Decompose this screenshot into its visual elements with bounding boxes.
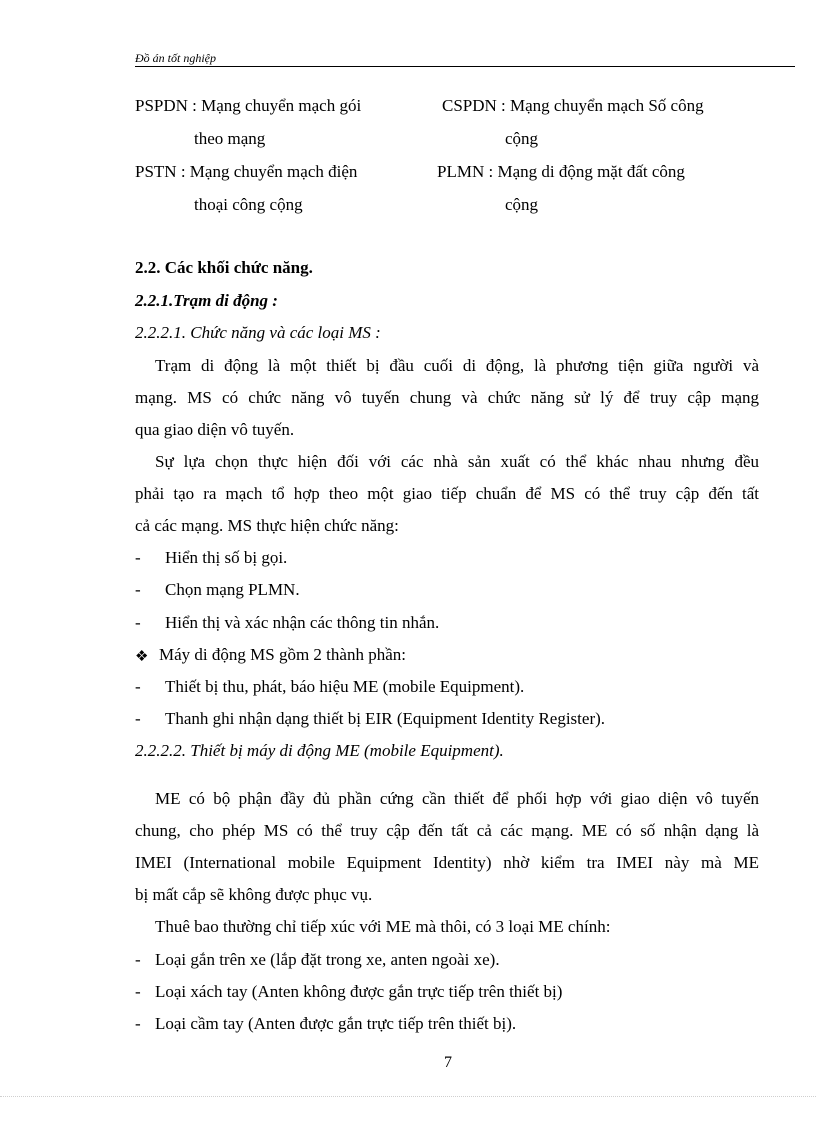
section-heading: 2.2. Các khối chức năng. xyxy=(135,258,313,277)
abbr-line2: cộng xyxy=(505,129,539,148)
abbr-pspdn xyxy=(135,89,465,155)
abbr-cspdn xyxy=(442,89,772,155)
list-item-text: Loại gắn trên xe (lắp đặt trong xe, anten ngoài xe). xyxy=(155,950,500,969)
para2-line2: phải tạo ra mạch tổ hợp theo một giao tiếp chuẩn để MS có thể truy cập đến tất xyxy=(135,484,759,503)
list-item-text: Hiển thị và xác nhận các thông tin nhắn. xyxy=(165,613,440,632)
para4: Thuê bao thường chỉ tiếp xúc với ME mà thôi, có 3 loại ME chính: xyxy=(155,917,611,936)
list-item-text: Loại xách tay (Anten không được gắn trực tiếp trên thiết bị) xyxy=(155,982,563,1001)
list-item-text: Hiển thị số bị gọi. xyxy=(165,548,288,567)
para1-line2: mạng. MS có chức năng vô tuyến chung và chức năng sử lý để truy cập mạng xyxy=(135,388,759,407)
footer-divider xyxy=(0,1096,816,1097)
para1-line3: qua giao diện vô tuyến. xyxy=(135,420,295,439)
abbr-pstn xyxy=(135,155,465,221)
abbr-line2: theo mạng xyxy=(194,129,266,148)
para2-line3: cả các mạng. MS thực hiện chức năng: xyxy=(135,516,399,535)
para3-line3: IMEI (International mobile Equipment Identity) nhờ kiểm tra IMEI này mà ME xyxy=(135,853,759,872)
ms-parts-title: Máy di động MS gồm 2 thành phần: xyxy=(159,645,406,664)
list-item-text: Chọn mạng PLMN. xyxy=(165,580,300,599)
para2-line1: Sự lựa chọn thực hiện đối với các nhà sản xuất có thể khác nhau nhưng đều xyxy=(155,452,759,471)
para1-line1: Trạm di động là một thiết bị đầu cuối di động, là phương tiện giữa người và xyxy=(155,356,759,375)
dash-bullet: - xyxy=(135,950,141,969)
dash-bullet: - xyxy=(135,613,141,632)
list-item-text: Thiết bị thu, phát, báo hiệu ME (mobile Equipment). xyxy=(165,677,525,696)
para3-line4: bị mất cắp sẽ không được phục vụ. xyxy=(135,885,373,904)
subsection-heading: 2.2.1.Trạm di động : xyxy=(135,291,278,310)
dash-bullet: - xyxy=(135,677,141,696)
abbr-line2: thoại công cộng xyxy=(194,195,303,214)
para3-line1: ME có bộ phận đầy đủ phần cứng cần thiết để phối hợp với giao diện vô tuyến xyxy=(155,789,759,808)
page-number: 7 xyxy=(444,1054,452,1071)
abbr-line1: PLMN : Mạng di động mặt đất công xyxy=(437,162,685,181)
subsubsection-title-1: 2.2.2.1. Chức năng và các loại MS : xyxy=(135,323,381,342)
para3-line2: chung, cho phép MS có thể truy cập đến tất cả các mạng. ME có số nhận dạng là xyxy=(135,821,759,840)
abbr-line1: PSPDN : Mạng chuyển mạch gói xyxy=(135,96,362,115)
abbr-plmn xyxy=(437,155,767,221)
dash-bullet: - xyxy=(135,580,141,599)
page-header: Đồ án tốt nghiệp xyxy=(135,50,795,67)
abbr-line1: PSTN : Mạng chuyển mạch điện xyxy=(135,162,358,181)
dash-bullet: - xyxy=(135,548,141,567)
abbr-line2: cộng xyxy=(505,195,539,214)
abbr-line1: CSPDN : Mạng chuyển mạch Số công xyxy=(442,96,704,115)
dash-bullet: - xyxy=(135,982,141,1001)
dash-bullet: - xyxy=(135,709,141,728)
subsubsection-title-2: 2.2.2.2. Thiết bị máy di động ME (mobile Equipment). xyxy=(135,741,504,760)
list-item-text: Thanh ghi nhận dạng thiết bị EIR (Equipment Identity Register). xyxy=(165,709,606,728)
list-item-text: Loại cầm tay (Anten được gắn trực tiếp trên thiết bị). xyxy=(155,1014,517,1033)
dash-bullet: - xyxy=(135,1014,141,1033)
diamond-bullet-icon: ❖ xyxy=(135,649,149,665)
